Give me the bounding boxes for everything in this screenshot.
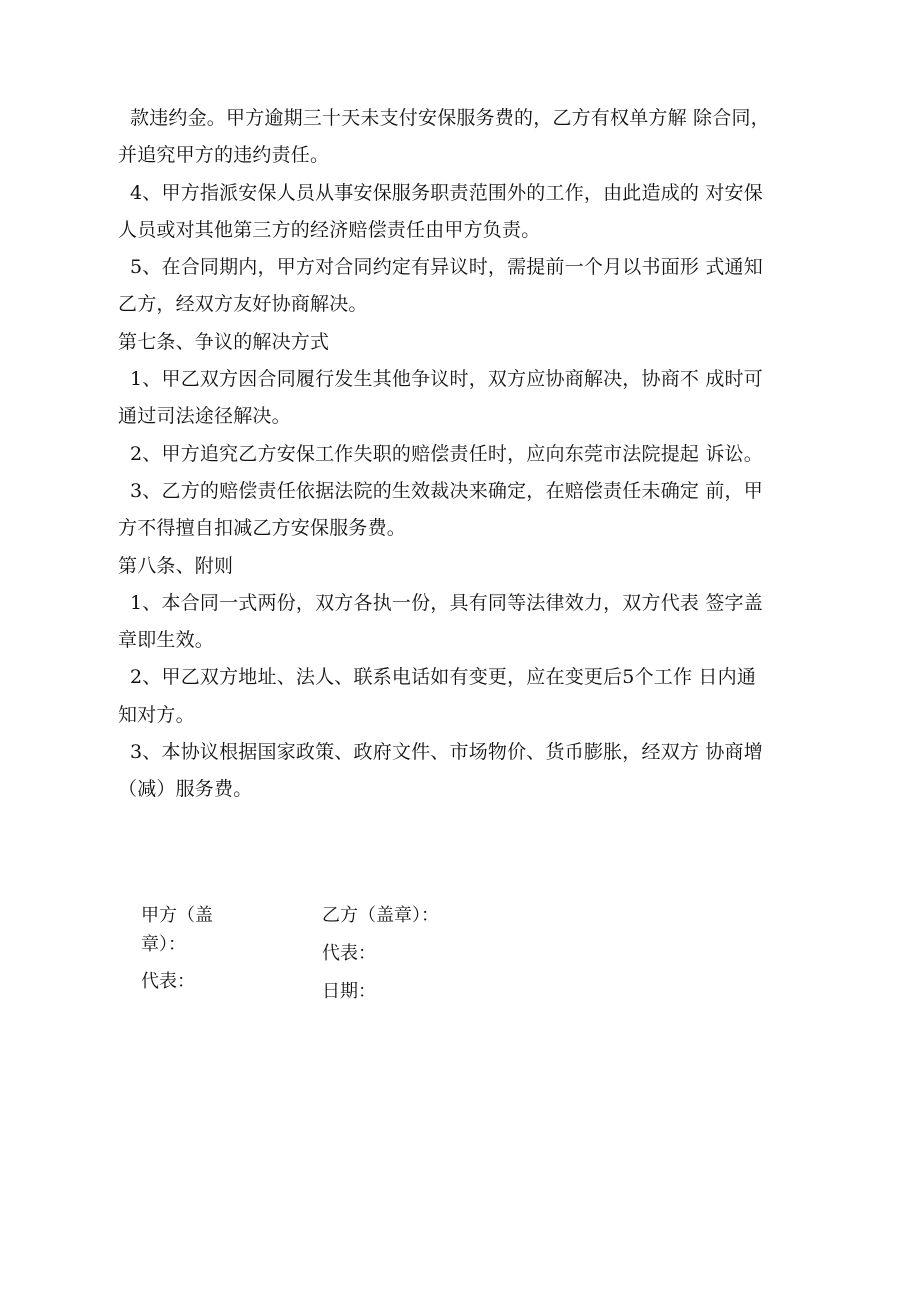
- text-line: 人员或对其他第三方的经济赔偿责任由甲方负责。: [118, 218, 541, 241]
- text-line: 章即生效。: [118, 629, 215, 652]
- text-line: 款违约金。甲方逾期三十天未支付安保服务费的，乙方有权单方解 除合同，: [130, 107, 770, 129]
- party-b-seal-label: 乙方（盖章）：: [322, 905, 439, 926]
- text-line: 2、甲乙双方地址、法人、联系电话如有变更，应在变更后5个工作 日内通: [130, 666, 757, 689]
- section-heading-article-7: 第七条、争议的解决方式: [118, 330, 330, 353]
- text-line: 方不得擅自扣减乙方安保服务费。: [118, 517, 407, 540]
- text-line: （减）服务费。: [118, 778, 253, 801]
- text-line: 3、本协议根据国家政策、政府文件、市场物价、货币膨胀，经双方 协商增: [130, 741, 763, 764]
- text-line: 3、乙方的赔偿责任依据法院的生效裁决来确定，在赔偿责任未确定 前，甲: [130, 479, 763, 502]
- text-line: 5、在合同期内，甲方对合同约定有异议时，需提前一个月以书面形 式通知: [130, 256, 763, 279]
- text-line: 1、甲乙双方因合同履行发生其他争议时，双方应协商解决，协商不 成时可: [130, 368, 763, 391]
- party-b-representative-label: 代表：: [322, 943, 376, 964]
- party-a-representative-label: 代表：: [141, 971, 195, 992]
- text-line: 乙方，经双方友好协商解决。: [118, 293, 368, 316]
- text-line: 4、甲方指派安保人员从事安保服务职责范围外的工作，由此造成的 对安保: [130, 181, 763, 204]
- text-line: 通过司法途径解决。: [118, 405, 291, 428]
- contract-body: [118, 100, 808, 809]
- text-line: 1、本合同一式两份，双方各执一份，具有同等法律效力，双方代表 签字盖: [130, 591, 763, 614]
- party-a-seal-label: 甲方（盖: [141, 905, 213, 926]
- text-line: 知对方。: [118, 703, 195, 726]
- party-a-seal-label-cont: 章）：: [141, 934, 186, 955]
- text-line: 2、甲方追究乙方安保工作失职的赔偿责任时，应向东莞市法院提起 诉讼。: [130, 442, 763, 465]
- section-heading-article-8: 第八条、附则: [118, 554, 234, 577]
- party-b-date-label: 日期：: [322, 981, 376, 1002]
- text-line: 并追究甲方的违约责任。: [118, 144, 330, 167]
